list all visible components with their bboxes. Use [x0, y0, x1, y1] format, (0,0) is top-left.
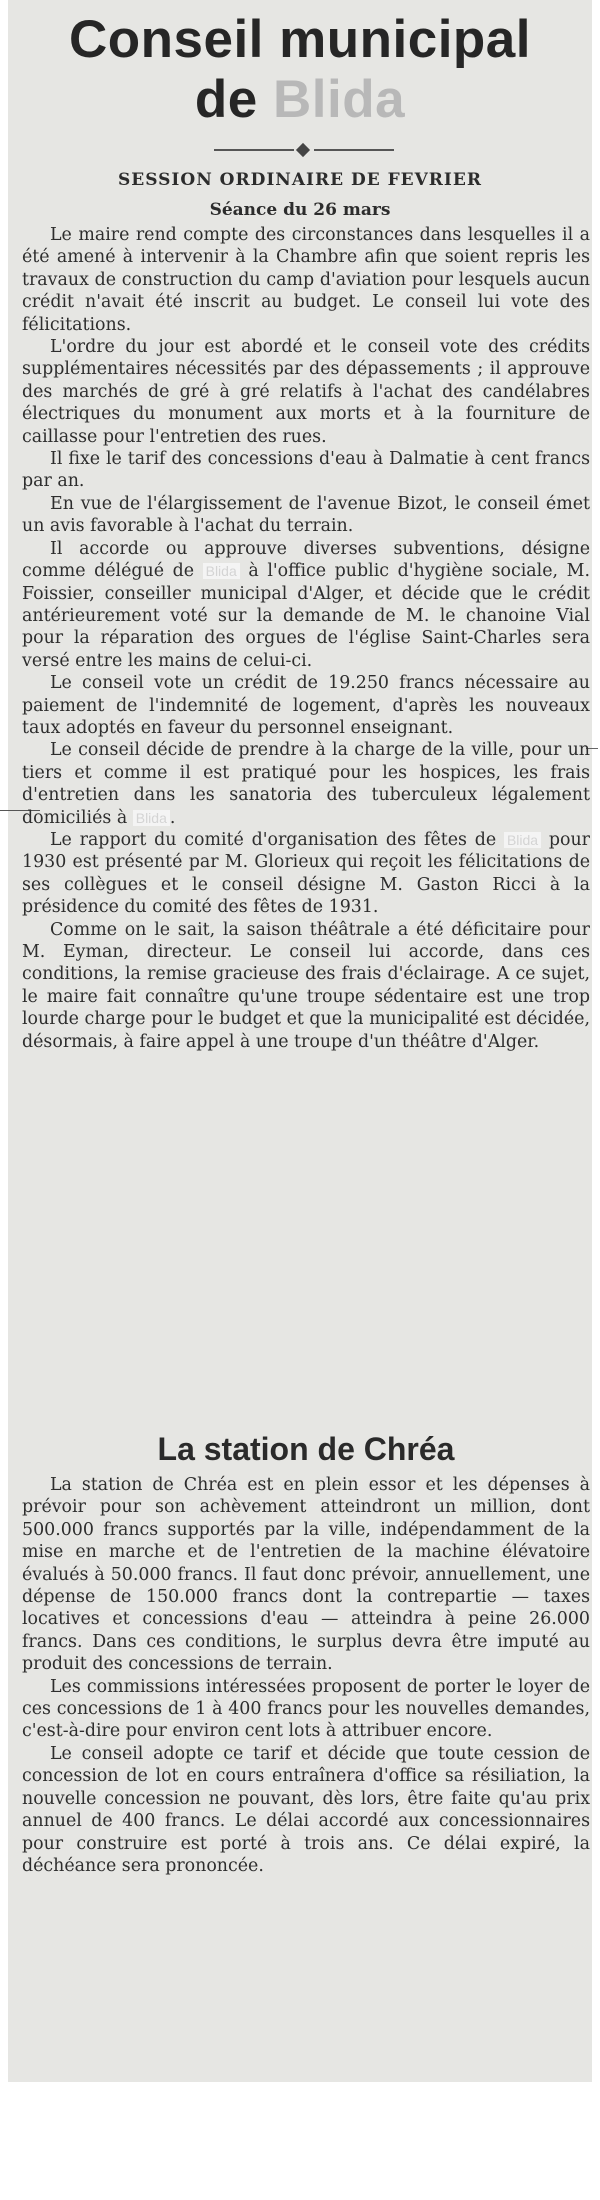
seance-date: Séance du 26 mars: [209, 200, 391, 220]
text-run: .: [169, 807, 176, 828]
paragraph: Comme on le sait, la saison théâtrale a été déficitaire pour M. Eyman, directeur. Le conseil lui accorde, dans ces conditions, la remise gracieuse des frais d'éclairage. A ce sujet, le maire fait connaître qu'une troupe sédentaire est une trop lourde charge pour le budget et que la municipalité est décidée, désormais, à faire appel à une troupe d'un théâtre d'Alger.: [22, 919, 590, 1052]
paragraph: [22, 538, 590, 672]
paragraph: En vue de l'élargissement de l'avenue Bizot, le conseil émet un avis favorable à l'achat du terrain.: [22, 493, 590, 537]
text-run: à l'office public d'hygiène sociale, M. Foissier, conseiller municipal d'Alger, et décide que le crédit antérieurement voté sur la demande de M. le chanoine Vial pour la réparation des orgues de l'église Saint-Charles sera versé entre les mains de celui-ci.: [22, 561, 590, 671]
section-chrea: [22, 1430, 590, 1877]
text-run: Le conseil décide de prendre à la charge de la ville, pour un tiers et comme il est pratiqué pour les hospices, les frais d'entretien dans les sanatoria des tuberculeux légalement domiciliés à: [22, 740, 590, 828]
paragraph: L'ordre du jour est abordé et le conseil vote des crédits supplémentaires nécessités par des dépassements ; il approuve des marchés de gré à gré relatifs à l'achat des candélabres électriques du monument aux morts et à la fourniture de caillasse pour l'entretien des rues.: [22, 337, 590, 447]
section-title: La station de Chréa: [157, 1431, 455, 1467]
text-run: pour 1930 est présenté par M. Glorieux qui reçoit les félicitations de ses collègues et le conseil désigne M. Gaston Ricci à la présidence du comité des fêtes de 1931.: [22, 829, 590, 918]
paragraph: [22, 829, 590, 919]
title-city: Blida: [273, 70, 406, 129]
redacted-word: Blida: [504, 832, 541, 848]
ornament-rule-right: [314, 149, 394, 151]
ornament-rule-left: [214, 149, 294, 151]
title-line-2: [0, 70, 600, 130]
paragraph: La station de Chréa est en plein essor et les dépenses à prévoir pour son achèvement atteindront un million, dont 500.000 francs supportés par la ville, indépendamment de la mise en marche et de l'entretien de la machine élévatoire évalués à 50.000 francs. Il faut donc prévoir, annuellement, une dépense de 150.000 francs dont la contrepartie — taxes locatives et concessions d'eau — atteindra à peine 26.000 francs. Dans ces conditions, le surplus devra être imputé au produit des concessions de terrain.: [22, 1475, 590, 1675]
paragraph: Les commissions intéressées proposent de porter le loyer de ces concessions de 1 à 400 francs pour les nouvelles demandes, c'est-à-dire pour environ cent lots à attribuer encore.: [22, 1676, 590, 1742]
text-run: Il accorde ou approuve diverses subventions, désigne comme délégué de: [22, 538, 590, 582]
text-run: Le rapport du comité d'organisation des fêtes de: [50, 829, 504, 850]
paragraph: [22, 739, 590, 829]
title-ornament: [214, 144, 394, 156]
paragraph: Le conseil vote un crédit de 19.250 francs nécessaire au paiement de l'indemnité de logement, d'après les nouveaux taux adoptés en faveur du personnel enseignant.: [22, 673, 590, 738]
article-body: [22, 224, 590, 1053]
redacted-word: Blida: [133, 810, 170, 826]
section-body: [22, 1474, 590, 1877]
session-heading: SESSION ORDINAIRE DE FEVRIER: [118, 170, 482, 190]
article-title: [0, 10, 600, 130]
ornament-diamond-icon: [296, 143, 310, 157]
paragraph: Le conseil adopte ce tarif et décide que toute cession de concession de lot en cours entraînera d'office sa résiliation, la nouvelle concession ne pouvant, dès lors, être faite qu'au prix annuel de 400 francs. Le délai accordé aux concessionnaires pour construire est porté à trois ans. Ce délai expiré, la déchéance sera prononcée.: [22, 1743, 590, 1876]
paragraph: Il fixe le tarif des concessions d'eau à Dalmatie à cent francs par an.: [22, 449, 590, 492]
title-line-1: Conseil municipal: [68, 10, 532, 69]
paragraph: Le maire rend compte des circonstances dans lesquelles il a été amené à intervenir à la Chambre afin que soient repris les travaux de construction du camp d'aviation pour lesquels aucun crédit n'avait été inscrit au budget. Le conseil lui vote des félicitations.: [22, 225, 590, 335]
redacted-word: Blida: [203, 563, 240, 579]
title-prefix: de: [194, 70, 273, 129]
